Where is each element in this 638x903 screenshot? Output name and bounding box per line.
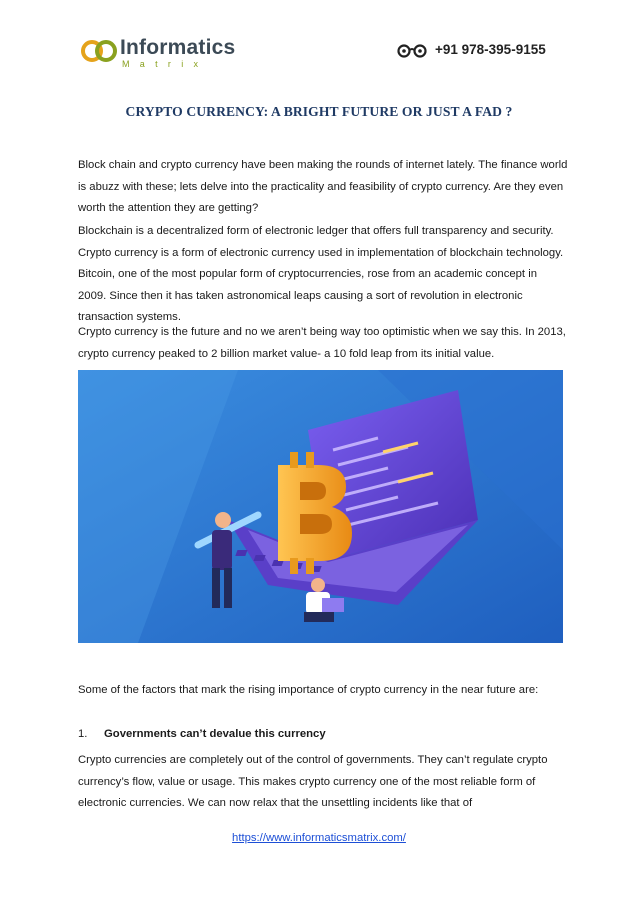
- blockchain-paragraph: Blockchain is a decentralized form of electronic ledger that offers full transparency and security. Crypto currency is a form of electronic currency used in implementation of blockchain technology. Bitcoin, one of the most popular form of cryptocurrencies, rose from an academic concept in 2009. Since then it has taken astronomical leaps causing a sort of revolution in electronic transaction systems.: [78, 225, 564, 323]
- bitcoin-laptop-illustration-icon: [78, 370, 563, 643]
- logo-rings-icon: [80, 36, 122, 66]
- glasses-icon: [396, 44, 430, 58]
- page-title: CRYPTO CURRENCY: A BRIGHT FUTURE OR JUST A FAD ?: [125, 104, 513, 119]
- phone-number: +91 978-395-9155: [435, 42, 546, 57]
- list-heading: Governments can’t devalue this currency: [104, 728, 326, 740]
- list-number: 1.: [78, 728, 88, 740]
- hero-image: [78, 370, 563, 643]
- list-item: [78, 724, 326, 746]
- page-header: [0, 0, 638, 80]
- governments-paragraph: Crypto currencies are completely out of the control of governments. They can’t regulate crypto currency’s flow, value or usage. This makes crypto currency one of the most reliable form of electronic currencies. We can now relax that the unsettling incidents like that of: [78, 754, 548, 809]
- future-paragraph: Crypto currency is the future and no we aren’t being way too optimistic when we say this. In 2013, crypto currency peaked to 2 billion market value- a 10 fold leap from its initial value.: [78, 326, 566, 360]
- website-link[interactable]: https://www.informaticsmatrix.com/: [232, 832, 406, 844]
- company-logo[interactable]: [80, 36, 240, 76]
- factors-intro-paragraph: Some of the factors that mark the rising importance of crypto currency in the near future are:: [78, 684, 539, 696]
- logo-name: Informatics: [120, 36, 236, 59]
- logo-subtitle: Matrix: [122, 59, 209, 69]
- intro-paragraph: Block chain and crypto currency have been making the rounds of internet lately. The finance world is abuzz with these; lets delve into the practicality and feasibility of crypto currency. Are they even worth the attention they are getting?: [78, 159, 568, 214]
